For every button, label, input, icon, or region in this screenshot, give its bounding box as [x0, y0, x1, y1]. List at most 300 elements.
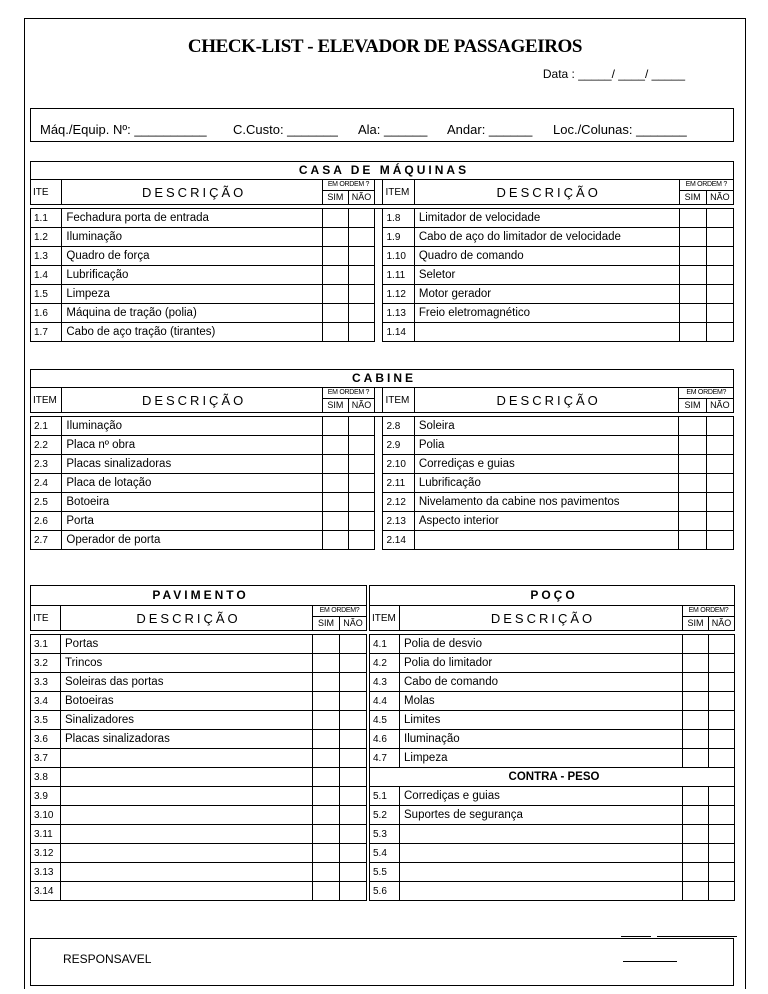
- item-number: 1.4: [31, 266, 62, 285]
- column-gap: [375, 474, 383, 493]
- item-description: Polia do limitador: [400, 654, 683, 673]
- column-gap: [375, 180, 383, 205]
- nao-header: NÃO: [348, 191, 374, 205]
- item-header: ITEM: [370, 606, 400, 631]
- description-header: DESCRIÇÃO: [61, 606, 313, 631]
- sim-checkbox[interactable]: [322, 474, 348, 493]
- item-description: Corrediças e guias: [414, 455, 679, 474]
- section-title: CABINE: [31, 370, 734, 388]
- sim-checkbox[interactable]: [679, 512, 706, 531]
- item-number: 5.5: [370, 863, 400, 882]
- date-field: Data : _____/ ____/ _____: [542, 67, 685, 81]
- section-title: CASA DE MÁQUINAS: [31, 162, 734, 180]
- sim-checkbox[interactable]: [313, 730, 340, 749]
- item-description: Portas: [61, 635, 313, 654]
- item-description: Fechadura porta de entrada: [62, 209, 322, 228]
- sim-checkbox[interactable]: [313, 711, 340, 730]
- nao-checkbox[interactable]: [706, 436, 733, 455]
- sim-checkbox[interactable]: [679, 247, 706, 266]
- sim-checkbox[interactable]: [322, 209, 348, 228]
- sim-checkbox[interactable]: [322, 247, 348, 266]
- nao-checkbox[interactable]: [340, 882, 367, 901]
- item-header: ITEM: [383, 180, 414, 205]
- item-number: 4.5: [370, 711, 400, 730]
- table-row: [31, 247, 734, 266]
- table-row: [31, 304, 734, 323]
- nao-checkbox[interactable]: [340, 749, 367, 768]
- item-description: [400, 863, 683, 882]
- nao-checkbox[interactable]: [706, 304, 733, 323]
- item-description: Placas sinalizadoras: [62, 455, 322, 474]
- column-gap: [375, 209, 383, 228]
- item-description: Polia: [414, 436, 679, 455]
- table-row: [370, 635, 735, 654]
- form-title: CHECK-LIST - ELEVADOR DE PASSAGEIROS: [187, 36, 583, 57]
- table-row: [31, 711, 367, 730]
- table-row: [370, 692, 735, 711]
- item-description: Limitador de velocidade: [414, 209, 679, 228]
- item-description: Máquina de tração (polia): [62, 304, 322, 323]
- item-number: 3.11: [31, 825, 61, 844]
- nao-checkbox[interactable]: [340, 768, 367, 787]
- sim-checkbox[interactable]: [313, 635, 340, 654]
- table-row: [31, 417, 734, 436]
- cabine-table: [30, 369, 734, 550]
- item-description: Botoeiras: [61, 692, 313, 711]
- table-row: [31, 531, 734, 550]
- table-row: [31, 844, 367, 863]
- item-number: 1.11: [383, 266, 414, 285]
- em-ordem-header: EM ORDEM ?: [322, 180, 374, 191]
- sim-checkbox[interactable]: [683, 635, 709, 654]
- table-row: [370, 882, 735, 901]
- item-number: 1.1: [31, 209, 62, 228]
- sim-checkbox[interactable]: [679, 474, 706, 493]
- nao-checkbox[interactable]: [706, 266, 733, 285]
- column-gap: [375, 493, 383, 512]
- sim-checkbox[interactable]: [679, 266, 706, 285]
- sim-checkbox[interactable]: [679, 417, 706, 436]
- nao-checkbox[interactable]: [340, 730, 367, 749]
- nao-checkbox[interactable]: [348, 209, 374, 228]
- sim-header: SIM: [313, 617, 340, 631]
- sim-header: SIM: [322, 191, 348, 205]
- signature-line: [621, 936, 651, 937]
- item-description: Soleiras das portas: [61, 673, 313, 692]
- nao-checkbox[interactable]: [340, 654, 367, 673]
- cost-center-field: C.Custo: _______: [233, 122, 338, 137]
- item-description: Cabo de comando: [400, 673, 683, 692]
- table-row: [31, 455, 734, 474]
- item-number: 2.5: [31, 493, 62, 512]
- nao-checkbox[interactable]: [340, 825, 367, 844]
- nao-checkbox[interactable]: [709, 844, 735, 863]
- nao-checkbox[interactable]: [348, 247, 374, 266]
- nao-checkbox[interactable]: [709, 749, 735, 768]
- item-number: 1.13: [383, 304, 414, 323]
- sim-checkbox[interactable]: [313, 654, 340, 673]
- column-gap: [375, 304, 383, 323]
- item-number: 5.6: [370, 882, 400, 901]
- item-description: Lubrificação: [62, 266, 322, 285]
- signature-line: [657, 936, 737, 937]
- nao-checkbox[interactable]: [706, 323, 733, 342]
- checklist-page: [24, 18, 746, 989]
- item-description: Placa de lotação: [62, 474, 322, 493]
- item-number: 4.1: [370, 635, 400, 654]
- sim-header: SIM: [679, 399, 706, 413]
- nao-checkbox[interactable]: [348, 531, 374, 550]
- item-description: Lubrificação: [414, 474, 679, 493]
- table-row: [31, 512, 734, 531]
- nao-checkbox[interactable]: [706, 531, 733, 550]
- em-ordem-header: EM ORDEM ?: [322, 388, 374, 399]
- nao-checkbox[interactable]: [709, 806, 735, 825]
- column-gap: [375, 531, 383, 550]
- item-description: Cabo de aço tração (tirantes): [62, 323, 322, 342]
- item-number: 5.4: [370, 844, 400, 863]
- sim-checkbox[interactable]: [679, 436, 706, 455]
- sim-checkbox[interactable]: [322, 455, 348, 474]
- nao-checkbox[interactable]: [348, 512, 374, 531]
- nao-checkbox[interactable]: [348, 285, 374, 304]
- table-row: [31, 654, 367, 673]
- item-number: 2.7: [31, 531, 62, 550]
- sim-checkbox[interactable]: [313, 749, 340, 768]
- sim-checkbox[interactable]: [683, 654, 709, 673]
- table-row: [370, 749, 735, 768]
- column-gap: [375, 417, 383, 436]
- item-number: 4.4: [370, 692, 400, 711]
- sim-checkbox[interactable]: [683, 711, 709, 730]
- sim-checkbox[interactable]: [313, 673, 340, 692]
- nao-checkbox[interactable]: [340, 711, 367, 730]
- item-description: [61, 863, 313, 882]
- item-description: Polia de desvio: [400, 635, 683, 654]
- description-header: DESCRIÇÃO: [62, 388, 322, 413]
- table-row: [370, 654, 735, 673]
- em-ordem-header: EM ORDEM?: [679, 388, 734, 399]
- em-ordem-header: EM ORDEM?: [313, 606, 367, 617]
- column-gap: [375, 323, 383, 342]
- item-description: Operador de porta: [62, 531, 322, 550]
- nao-header: NÃO: [706, 399, 733, 413]
- item-description: Iluminação: [400, 730, 683, 749]
- sim-checkbox[interactable]: [313, 768, 340, 787]
- nao-checkbox[interactable]: [709, 730, 735, 749]
- table-row: [370, 863, 735, 882]
- description-header: DESCRIÇÃO: [400, 606, 683, 631]
- item-number: 3.10: [31, 806, 61, 825]
- sim-checkbox[interactable]: [683, 844, 709, 863]
- sim-checkbox[interactable]: [322, 266, 348, 285]
- table-row: [31, 474, 734, 493]
- item-number: 1.8: [383, 209, 414, 228]
- item-number: 2.1: [31, 417, 62, 436]
- sim-checkbox[interactable]: [313, 844, 340, 863]
- item-description: Iluminação: [62, 228, 322, 247]
- item-number: 3.4: [31, 692, 61, 711]
- nao-checkbox[interactable]: [340, 692, 367, 711]
- item-description: Seletor: [414, 266, 679, 285]
- item-description: [61, 749, 313, 768]
- sim-checkbox[interactable]: [683, 749, 709, 768]
- nao-checkbox[interactable]: [340, 806, 367, 825]
- column-gap: [375, 228, 383, 247]
- item-description: Quadro de força: [62, 247, 322, 266]
- location-field: Loc./Colunas: _______: [553, 122, 687, 137]
- nao-checkbox[interactable]: [706, 474, 733, 493]
- nao-checkbox[interactable]: [348, 455, 374, 474]
- equip-number-field: Máq./Equip. Nº: __________: [40, 122, 207, 137]
- table-row: [31, 436, 734, 455]
- item-number: 3.8: [31, 768, 61, 787]
- nao-checkbox[interactable]: [348, 228, 374, 247]
- item-number: 4.7: [370, 749, 400, 768]
- item-number: 3.13: [31, 863, 61, 882]
- nao-checkbox[interactable]: [706, 512, 733, 531]
- description-header: DESCRIÇÃO: [414, 180, 679, 205]
- sim-checkbox[interactable]: [322, 285, 348, 304]
- item-description: Freio eletromagnético: [414, 304, 679, 323]
- item-number: 3.14: [31, 882, 61, 901]
- nao-checkbox[interactable]: [706, 209, 733, 228]
- item-number: 1.3: [31, 247, 62, 266]
- item-number: 1.10: [383, 247, 414, 266]
- nao-checkbox[interactable]: [709, 673, 735, 692]
- nao-header: NÃO: [706, 191, 733, 205]
- column-gap: [375, 455, 383, 474]
- item-description: Iluminação: [62, 417, 322, 436]
- item-description: Quadro de comando: [414, 247, 679, 266]
- item-number: 5.2: [370, 806, 400, 825]
- table-row: [31, 882, 367, 901]
- sim-checkbox[interactable]: [679, 304, 706, 323]
- sim-checkbox[interactable]: [313, 787, 340, 806]
- sim-checkbox[interactable]: [683, 787, 709, 806]
- sim-checkbox[interactable]: [322, 228, 348, 247]
- sim-checkbox[interactable]: [322, 493, 348, 512]
- nao-checkbox[interactable]: [348, 474, 374, 493]
- item-description: Aspecto interior: [414, 512, 679, 531]
- nao-checkbox[interactable]: [706, 417, 733, 436]
- table-row: [370, 787, 735, 806]
- sim-checkbox[interactable]: [322, 417, 348, 436]
- sim-checkbox[interactable]: [313, 863, 340, 882]
- nao-checkbox[interactable]: [706, 493, 733, 512]
- sim-checkbox[interactable]: [679, 531, 706, 550]
- nao-checkbox[interactable]: [709, 635, 735, 654]
- sim-checkbox[interactable]: [683, 882, 709, 901]
- nao-checkbox[interactable]: [709, 863, 735, 882]
- poco-table: [369, 585, 735, 901]
- em-ordem-header: EM ORDEM ?: [679, 180, 733, 191]
- nao-checkbox[interactable]: [706, 455, 733, 474]
- sim-checkbox[interactable]: [322, 323, 348, 342]
- nao-checkbox[interactable]: [706, 247, 733, 266]
- item-number: 2.11: [383, 474, 414, 493]
- casa-maquinas-table: [30, 161, 734, 342]
- item-description: Trincos: [61, 654, 313, 673]
- item-description: [414, 531, 679, 550]
- item-description: Limpeza: [62, 285, 322, 304]
- item-number: 4.6: [370, 730, 400, 749]
- item-number: 3.1: [31, 635, 61, 654]
- nao-checkbox[interactable]: [706, 285, 733, 304]
- item-number: 4.2: [370, 654, 400, 673]
- item-header: ITEM: [383, 388, 414, 413]
- item-number: 2.9: [383, 436, 414, 455]
- column-gap: [375, 285, 383, 304]
- item-number: 3.7: [31, 749, 61, 768]
- item-description: [61, 825, 313, 844]
- sim-checkbox[interactable]: [683, 730, 709, 749]
- item-number: 1.9: [383, 228, 414, 247]
- item-number: 1.14: [383, 323, 414, 342]
- nao-checkbox[interactable]: [709, 825, 735, 844]
- item-number: 2.6: [31, 512, 62, 531]
- nao-header: NÃO: [709, 617, 735, 631]
- nao-checkbox[interactable]: [340, 673, 367, 692]
- table-row: [31, 787, 367, 806]
- column-gap: [375, 247, 383, 266]
- item-description: Placas sinalizadoras: [61, 730, 313, 749]
- item-header: ITE: [31, 606, 61, 631]
- item-description: Corrediças e guias: [400, 787, 683, 806]
- table-row: [31, 749, 367, 768]
- table-row: [370, 806, 735, 825]
- nao-checkbox[interactable]: [709, 711, 735, 730]
- item-number: 2.10: [383, 455, 414, 474]
- nao-header: NÃO: [340, 617, 367, 631]
- item-number: 2.14: [383, 531, 414, 550]
- sim-checkbox[interactable]: [313, 806, 340, 825]
- item-number: 2.2: [31, 436, 62, 455]
- sim-checkbox[interactable]: [313, 692, 340, 711]
- nao-checkbox[interactable]: [340, 863, 367, 882]
- signature-line: [623, 961, 677, 962]
- section-title: POÇO: [370, 586, 735, 606]
- item-number: 1.5: [31, 285, 62, 304]
- table-row: [31, 635, 367, 654]
- sim-checkbox[interactable]: [683, 692, 709, 711]
- column-gap: [375, 388, 383, 413]
- sim-checkbox[interactable]: [683, 825, 709, 844]
- column-gap: [375, 266, 383, 285]
- nao-checkbox[interactable]: [706, 228, 733, 247]
- nao-checkbox[interactable]: [340, 844, 367, 863]
- table-row: [31, 806, 367, 825]
- table-row: [31, 209, 734, 228]
- table-row: [31, 323, 734, 342]
- nao-checkbox[interactable]: [709, 654, 735, 673]
- sim-checkbox[interactable]: [322, 512, 348, 531]
- nao-checkbox[interactable]: [348, 304, 374, 323]
- nao-checkbox[interactable]: [348, 323, 374, 342]
- item-description: Motor gerador: [414, 285, 679, 304]
- item-number: 3.5: [31, 711, 61, 730]
- item-description: Suportes de segurança: [400, 806, 683, 825]
- item-description: [61, 844, 313, 863]
- nao-checkbox[interactable]: [340, 787, 367, 806]
- equipment-info-box: [30, 108, 734, 142]
- description-header: DESCRIÇÃO: [62, 180, 322, 205]
- item-description: Porta: [62, 512, 322, 531]
- item-number: 5.3: [370, 825, 400, 844]
- item-number: 3.12: [31, 844, 61, 863]
- table-row: [370, 730, 735, 749]
- wing-field: Ala: ______: [358, 122, 428, 137]
- nao-checkbox[interactable]: [348, 266, 374, 285]
- sim-checkbox[interactable]: [683, 673, 709, 692]
- sim-header: SIM: [322, 399, 348, 413]
- item-number: 3.9: [31, 787, 61, 806]
- item-description: Placa nº obra: [62, 436, 322, 455]
- item-description: [61, 768, 313, 787]
- nao-checkbox[interactable]: [709, 882, 735, 901]
- item-description: [61, 882, 313, 901]
- item-number: 2.4: [31, 474, 62, 493]
- item-number: 1.2: [31, 228, 62, 247]
- item-description: [400, 825, 683, 844]
- sim-checkbox[interactable]: [679, 228, 706, 247]
- table-row: [31, 673, 367, 692]
- sim-header: SIM: [683, 617, 709, 631]
- item-number: 1.7: [31, 323, 62, 342]
- contra-peso-title: CONTRA - PESO: [370, 768, 735, 787]
- item-number: 2.12: [383, 493, 414, 512]
- sim-checkbox[interactable]: [679, 493, 706, 512]
- table-row: [31, 863, 367, 882]
- sim-checkbox[interactable]: [683, 806, 709, 825]
- sim-checkbox[interactable]: [322, 531, 348, 550]
- sim-checkbox[interactable]: [322, 436, 348, 455]
- item-number: 4.3: [370, 673, 400, 692]
- sim-checkbox[interactable]: [679, 455, 706, 474]
- sim-checkbox[interactable]: [313, 825, 340, 844]
- nao-checkbox[interactable]: [340, 635, 367, 654]
- item-description: [61, 787, 313, 806]
- nao-checkbox[interactable]: [348, 436, 374, 455]
- sim-checkbox[interactable]: [679, 285, 706, 304]
- item-description: [414, 323, 679, 342]
- item-number: 2.13: [383, 512, 414, 531]
- nao-checkbox[interactable]: [709, 787, 735, 806]
- table-row: [370, 825, 735, 844]
- table-row: [31, 285, 734, 304]
- nao-checkbox[interactable]: [348, 493, 374, 512]
- item-description: Limites: [400, 711, 683, 730]
- responsible-label: RESPONSAVEL: [63, 952, 152, 966]
- nao-checkbox[interactable]: [709, 692, 735, 711]
- sim-checkbox[interactable]: [313, 882, 340, 901]
- sim-checkbox[interactable]: [679, 209, 706, 228]
- pavimento-table: [30, 585, 367, 901]
- sim-checkbox[interactable]: [322, 304, 348, 323]
- item-number: 3.6: [31, 730, 61, 749]
- sim-checkbox[interactable]: [683, 863, 709, 882]
- sim-checkbox[interactable]: [679, 323, 706, 342]
- item-description: Botoeira: [62, 493, 322, 512]
- section-title: PAVIMENTO: [31, 586, 367, 606]
- nao-checkbox[interactable]: [348, 417, 374, 436]
- item-number: 1.12: [383, 285, 414, 304]
- table-row: [31, 493, 734, 512]
- em-ordem-header: EM ORDEM?: [683, 606, 735, 617]
- table-row: [31, 768, 367, 787]
- item-header: ITEM: [31, 388, 62, 413]
- item-number: 5.1: [370, 787, 400, 806]
